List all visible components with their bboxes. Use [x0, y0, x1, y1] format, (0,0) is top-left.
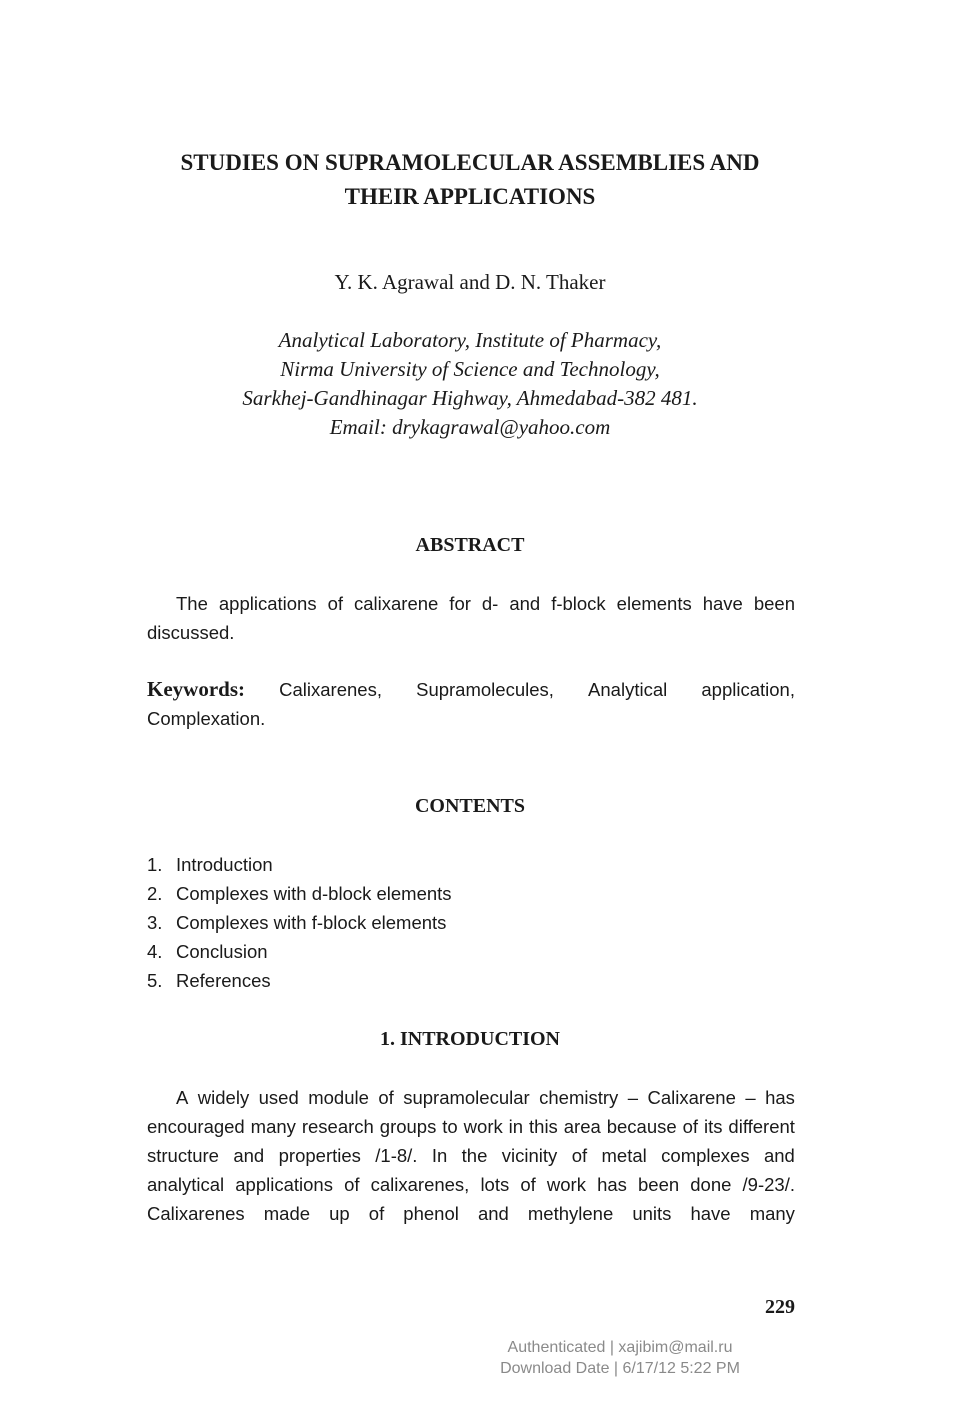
contents-item — [147, 850, 452, 879]
email: Email: drykagrawal@yahoo.com — [329, 415, 611, 439]
affiliation-line-3: Sarkhej-Gandhinagar Highway, Ahmedabad-382 481. — [242, 386, 698, 410]
contents-item — [147, 937, 452, 966]
keywords-label: Keywords: — [147, 677, 245, 701]
word: and — [763, 1145, 795, 1166]
word: has — [765, 1087, 795, 1108]
word: Calixarenes — [147, 1203, 245, 1224]
keywords-line-2: Complexation. — [147, 708, 266, 729]
item-label: References — [176, 970, 271, 991]
word: research — [301, 1116, 374, 1137]
word: vicinity — [501, 1145, 558, 1166]
word: this — [529, 1116, 558, 1137]
affiliation-line-1: Analytical Laboratory, Institute of Pharmacy, — [278, 328, 662, 352]
word: encouraged — [147, 1116, 245, 1137]
affiliation — [140, 326, 800, 442]
word: work — [463, 1116, 503, 1137]
keyword-item: Analytical — [588, 679, 668, 700]
word: supramolecular — [403, 1087, 530, 1108]
word: metal — [601, 1145, 647, 1166]
watermark-line-2: Download Date | 6/17/12 5:22 PM — [500, 1360, 740, 1377]
word: properties — [278, 1145, 361, 1166]
word: In — [431, 1145, 448, 1166]
introduction-text — [147, 1083, 795, 1228]
word: of — [520, 1174, 536, 1195]
contents-heading: CONTENTS — [414, 795, 526, 817]
word: /1-8/. — [375, 1145, 418, 1166]
word: the — [461, 1145, 488, 1166]
item-label: Introduction — [176, 854, 273, 875]
word: and — [477, 1203, 509, 1224]
word: been — [638, 1174, 680, 1195]
abstract-body: The applications of calixarene for d- and f-block elements have been discussed. — [147, 593, 795, 643]
item-label: Complexes with f-block elements — [176, 912, 447, 933]
item-label: Conclusion — [176, 941, 268, 962]
authors: Y. K. Agrawal and D. N. Thaker — [334, 270, 606, 294]
contents-item — [147, 908, 452, 937]
contents-item — [147, 966, 452, 995]
contents-item — [147, 879, 452, 908]
word: have — [690, 1203, 731, 1224]
word: many — [250, 1116, 296, 1137]
affiliation-line-2: Nirma University of Science and Technology, — [280, 357, 660, 381]
download-watermark — [470, 1337, 770, 1379]
word: up — [329, 1203, 350, 1224]
word: methylene — [527, 1203, 614, 1224]
item-number: 2. — [147, 883, 163, 904]
word: chemistry — [539, 1087, 619, 1108]
item-number: 5. — [147, 970, 163, 991]
watermark-line-1: Authenticated | xajibim@mail.ru — [507, 1339, 733, 1356]
word: of — [682, 1116, 699, 1137]
word: of — [344, 1174, 360, 1195]
word: of — [378, 1087, 394, 1108]
word: units — [632, 1203, 672, 1224]
word: – — [627, 1087, 639, 1108]
word: done — [690, 1174, 732, 1195]
word: calixarenes, — [370, 1174, 470, 1195]
contents-list — [147, 850, 452, 995]
keyword-item: Supramolecules, — [416, 679, 554, 700]
word: of — [368, 1203, 385, 1224]
word: complexes — [661, 1145, 750, 1166]
word: used — [258, 1087, 299, 1108]
item-label: Complexes with d-block elements — [176, 883, 452, 904]
intro-line-5 — [147, 1199, 795, 1228]
word: because — [606, 1116, 677, 1137]
keywords-line-1 — [147, 675, 795, 704]
keywords — [147, 675, 795, 733]
word: area — [563, 1116, 601, 1137]
keyword-item: application, — [701, 679, 795, 700]
word: made — [263, 1203, 311, 1224]
word: groups — [379, 1116, 437, 1137]
title-line-1: STUDIES ON SUPRAMOLECULAR ASSEMBLIES AND — [180, 150, 760, 175]
word: has — [597, 1174, 627, 1195]
word: its — [703, 1116, 723, 1137]
word: module — [308, 1087, 369, 1108]
word: widely — [197, 1087, 250, 1108]
paper-title — [140, 146, 800, 214]
intro-line-3 — [147, 1141, 795, 1170]
intro-line-2 — [147, 1112, 795, 1141]
word: applications — [235, 1174, 333, 1195]
title-line-2: THEIR APPLICATIONS — [344, 184, 596, 209]
intro-line-1 — [147, 1083, 795, 1112]
item-number: 4. — [147, 941, 163, 962]
abstract-heading: ABSTRACT — [415, 534, 525, 556]
word: to — [442, 1116, 458, 1137]
word: many — [749, 1203, 795, 1224]
word: in — [508, 1116, 524, 1137]
word: lots — [480, 1174, 510, 1195]
word: phenol — [403, 1203, 459, 1224]
item-number: 3. — [147, 912, 163, 933]
word: analytical — [147, 1174, 225, 1195]
keyword-item: Calixarenes, — [279, 679, 382, 700]
word: work — [546, 1174, 586, 1195]
item-number: 1. — [147, 854, 163, 875]
word: A — [176, 1087, 189, 1108]
word: structure — [147, 1145, 219, 1166]
abstract-text — [147, 589, 795, 647]
introduction-heading: 1. INTRODUCTION — [379, 1028, 561, 1050]
word: – — [745, 1087, 756, 1108]
word: Calixarene — [647, 1087, 736, 1108]
page-number: 229 — [765, 1296, 795, 1318]
word: /9-23/. — [742, 1174, 795, 1195]
intro-line-4 — [147, 1170, 795, 1199]
word: and — [233, 1145, 265, 1166]
word: of — [571, 1145, 588, 1166]
word: different — [728, 1116, 795, 1137]
